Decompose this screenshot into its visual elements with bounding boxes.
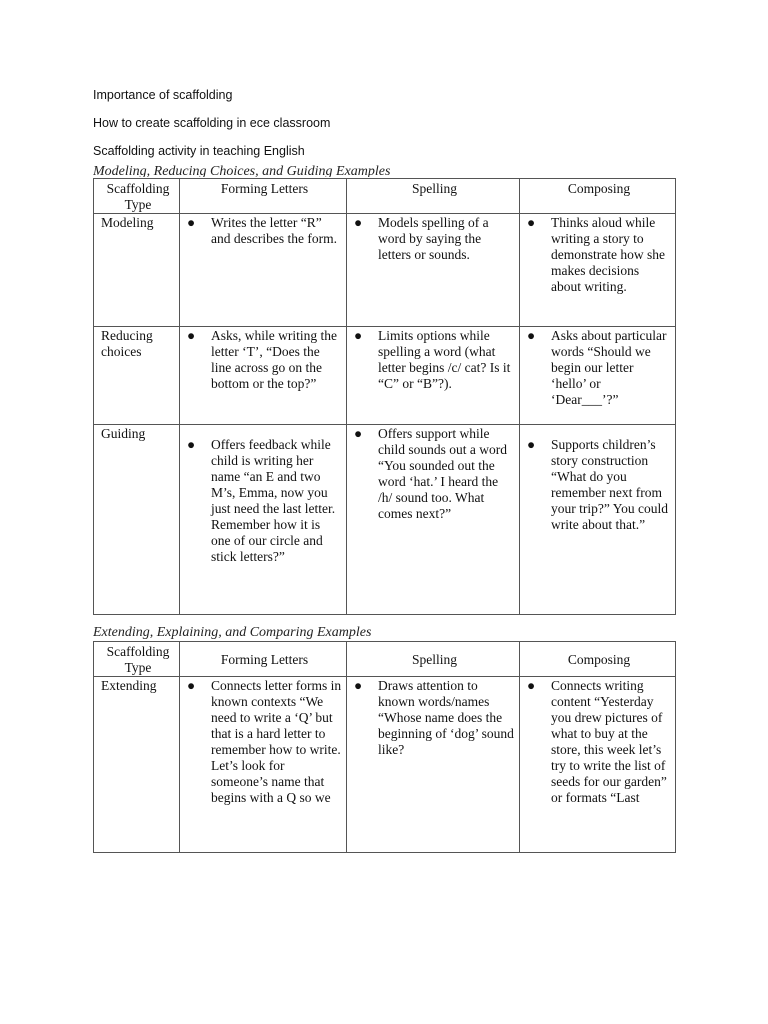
forming-cell: ● Writes the letter “R” and describes the form.: [180, 214, 347, 327]
col-header-spelling: Spelling: [347, 642, 520, 677]
table-header-row: [94, 642, 676, 677]
table2-caption: Extending, Explaining, and Comparing Examples: [93, 625, 372, 640]
bullet-icon: ●: [354, 215, 363, 230]
table-row: [94, 425, 676, 615]
heading-activity: Scaffolding activity in teaching English: [93, 144, 305, 158]
composing-cell: ● Supports children’s story construction “What do you remember next from your trip?” You could write about that.”: [520, 425, 676, 615]
bullet-icon: ●: [187, 215, 196, 230]
col-header-forming: Forming Letters: [180, 642, 347, 677]
col-header-type: Scaffolding Type: [94, 179, 180, 214]
bullet-icon: ●: [187, 328, 196, 343]
heading-importance: Importance of scaffolding: [93, 88, 233, 102]
heading-how-to-create: How to create scaffolding in ece classroom: [93, 116, 331, 130]
table1-caption: Modeling, Reducing Choices, and Guiding Examples: [93, 164, 391, 177]
bullet-icon: ●: [187, 437, 196, 452]
table-row: [94, 214, 676, 327]
composing-cell: ● Connects writing content “Yesterday you drew pictures of what to buy at the store, this week let’s try to write the list of seeds for our garden” or formats “Last: [520, 677, 676, 853]
row-type-cell: Reducing choices: [94, 327, 180, 425]
bullet-icon: ●: [354, 328, 363, 343]
row-type-cell: Modeling: [94, 214, 180, 327]
col-header-spelling: Spelling: [347, 179, 520, 214]
spelling-cell: ● Offers support while child sounds out a word “You sounded out the word ‘hat.’ I heard the /h/ sound too. What comes next?”: [347, 425, 520, 615]
table-row: [94, 327, 676, 425]
table-modeling-reducing-guiding: [93, 178, 676, 615]
bullet-icon: ●: [354, 678, 363, 693]
bullet-icon: ●: [187, 678, 196, 693]
row-type-cell: Guiding: [94, 425, 180, 615]
table-extending-explaining-comparing: [93, 641, 676, 853]
table-row: [94, 677, 676, 853]
spelling-cell: ● Draws attention to known words/names “Whose name does the beginning of ‘dog’ sound like?: [347, 677, 520, 853]
col-header-composing: Composing: [520, 179, 676, 214]
spelling-cell: ● Limits options while spelling a word (what letter begins /c/ cat? Is it “C” or “B”?).: [347, 327, 520, 425]
composing-cell: ● Thinks aloud while writing a story to demonstrate how she makes decisions about writing.: [520, 214, 676, 327]
bullet-icon: ●: [527, 328, 536, 343]
col-header-forming: Forming Letters: [180, 179, 347, 214]
forming-cell: ● Asks, while writing the letter ‘T’, “Does the line across go on the bottom or the top?”: [180, 327, 347, 425]
table-header-row: [94, 179, 676, 214]
row-type-cell: Extending: [94, 677, 180, 853]
col-header-composing: Composing: [520, 642, 676, 677]
bullet-icon: ●: [354, 426, 363, 441]
composing-cell: ● Asks about particular words “Should we begin our letter ‘hello’ or ‘Dear___’?”: [520, 327, 676, 425]
bullet-icon: ●: [527, 678, 536, 693]
forming-cell: ● Offers feedback while child is writing her name “an E and two M’s, Emma, now you just need the last letter. Remember how it is one of our circle and stick letters?”: [180, 425, 347, 615]
forming-cell: ● Connects letter forms in known contexts “We need to write a ‘Q’ but that is a hard letter to remember how to write. Let’s look for someone’s name that begins with a Q so we: [180, 677, 347, 853]
bullet-icon: ●: [527, 437, 536, 452]
spelling-cell: ● Models spelling of a word by saying the letters or sounds.: [347, 214, 520, 327]
bullet-icon: ●: [527, 215, 536, 230]
col-header-type: Scaffolding Type: [94, 642, 180, 677]
